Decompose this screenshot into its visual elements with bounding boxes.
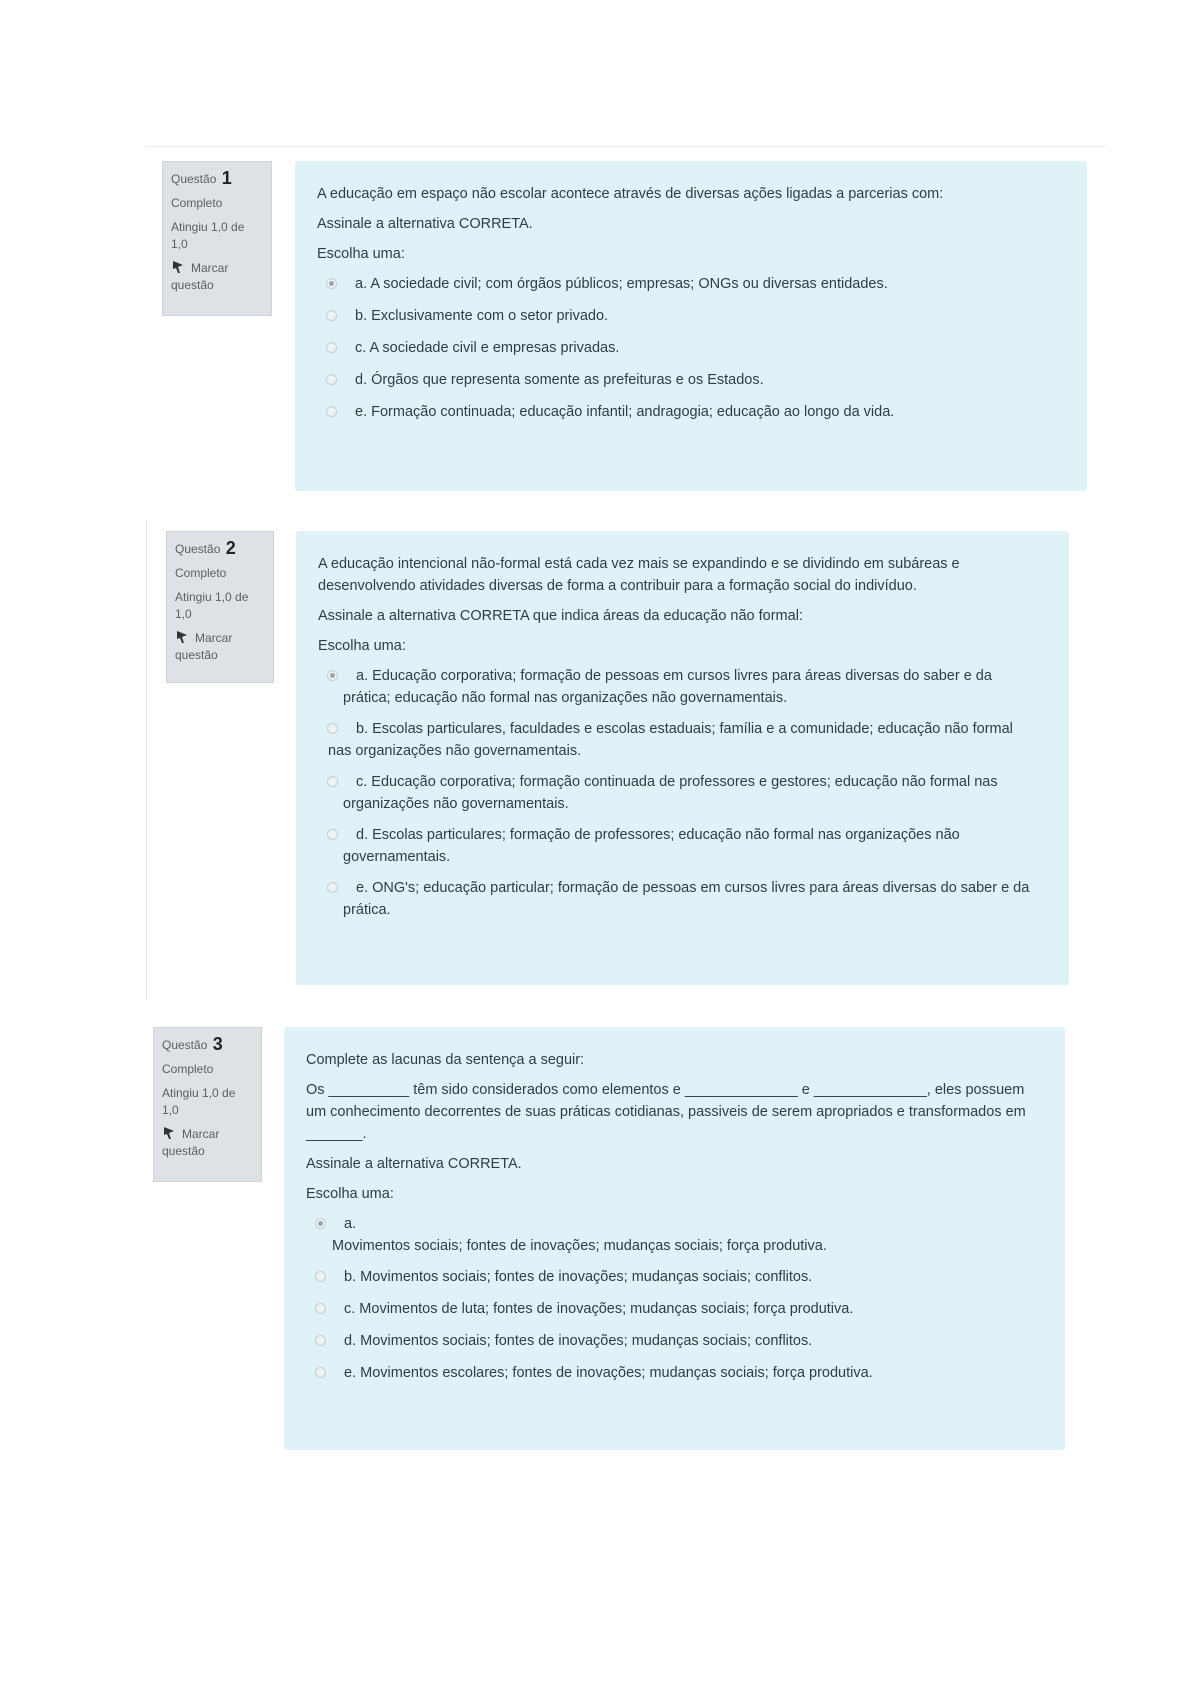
answer-option-c[interactable] — [317, 337, 1065, 359]
question-instruction: Assinale a alternativa CORRETA. — [317, 216, 533, 232]
flag-question-link[interactable] — [162, 1126, 253, 1160]
question-state: Completo — [162, 1062, 214, 1076]
answer-label-continued: Movimentos sociais; fontes de inovações; mudanças sociais; força produtiva. — [332, 1238, 827, 1254]
flag-icon — [171, 260, 187, 274]
answer-option-b[interactable] — [306, 1266, 1043, 1288]
question-label: Questão — [175, 542, 221, 556]
question-text: Complete as lacunas da sentença a seguir: — [306, 1052, 585, 1068]
radio-button[interactable] — [327, 670, 338, 681]
answer-option-e[interactable] — [317, 401, 1065, 423]
question-info — [162, 161, 272, 316]
answer-label-continued: prática. — [343, 902, 391, 918]
question-grade: Atingiu 1,0 de 1,0 — [175, 590, 249, 621]
flag-label: Marcar questão — [162, 1127, 220, 1158]
answer-prompt: Escolha uma: — [306, 1186, 394, 1202]
radio-button[interactable] — [327, 829, 338, 840]
flag-icon — [162, 1126, 178, 1140]
answer-label: e. ONG's; educação particular; formação de pessoas em cursos livres para áreas diversas do saber e da — [356, 880, 1030, 896]
question-text: A educação intencional não-formal está cada vez mais se expandindo e se dividindo em subáreas e desenvolvendo atividades diversas de forma a contribuir para a formação social do indivíduo. — [318, 556, 960, 594]
question-grade: Atingiu 1,0 de 1,0 — [162, 1086, 236, 1117]
answer-label-continued: nas organizações não governamentais. — [328, 743, 582, 759]
radio-button[interactable] — [326, 278, 337, 289]
answer-label: c. A sociedade civil e empresas privadas. — [355, 340, 620, 356]
radio-button[interactable] — [315, 1335, 326, 1346]
flag-question-link[interactable] — [175, 630, 265, 664]
question-state: Completo — [175, 566, 227, 580]
radio-button[interactable] — [315, 1271, 326, 1282]
question-content — [296, 531, 1069, 985]
flag-icon — [175, 630, 191, 644]
answer-label: d. Escolas particulares; formação de professores; educação não formal nas organizações não — [356, 827, 960, 843]
answer-label: e. Formação continuada; educação infantil; andragogia; educação ao longo da vida. — [355, 404, 895, 420]
radio-button[interactable] — [315, 1218, 326, 1229]
question-grade: Atingiu 1,0 de 1,0 — [171, 220, 245, 251]
answer-label: b. Movimentos sociais; fontes de inovações; mudanças sociais; conflitos. — [344, 1269, 813, 1285]
radio-button[interactable] — [315, 1303, 326, 1314]
question-number — [162, 1036, 253, 1054]
answer-list — [317, 273, 1065, 423]
top-divider — [146, 146, 1106, 147]
question-label: Questão — [162, 1038, 208, 1052]
question-number-value: 2 — [225, 538, 236, 558]
question-number — [171, 170, 263, 188]
answer-label: d. Movimentos sociais; fontes de inovações; mudanças sociais; conflitos. — [344, 1333, 813, 1349]
radio-button[interactable] — [315, 1367, 326, 1378]
radio-button[interactable] — [326, 406, 337, 417]
answer-label: e. Movimentos escolares; fontes de inovações; mudanças sociais; força produtiva. — [344, 1365, 873, 1381]
question-instruction: Assinale a alternativa CORRETA. — [306, 1156, 522, 1172]
answer-label: b. Exclusivamente com o setor privado. — [355, 308, 609, 324]
answer-label: a. A sociedade civil; com órgãos públicos; empresas; ONGs ou diversas entidades. — [355, 276, 888, 292]
answer-option-c[interactable] — [306, 1298, 1043, 1320]
flag-label: Marcar questão — [175, 631, 233, 662]
question-info — [153, 1027, 262, 1182]
left-divider — [146, 520, 147, 1000]
answer-option-a[interactable] — [318, 665, 1047, 709]
question-state: Completo — [171, 196, 223, 210]
answer-option-d[interactable] — [318, 824, 1047, 868]
answer-option-b[interactable] — [317, 305, 1065, 327]
question-content — [284, 1027, 1065, 1450]
answer-list — [318, 665, 1047, 921]
answer-label: c. Educação corporativa; formação continuada de professores e gestores; educação não formal nas — [356, 774, 998, 790]
answer-option-c[interactable] — [318, 771, 1047, 815]
radio-button[interactable] — [326, 310, 337, 321]
flag-question-link[interactable] — [171, 260, 263, 294]
radio-button[interactable] — [326, 374, 337, 385]
answer-option-e[interactable] — [318, 877, 1047, 921]
question-number-value: 1 — [221, 168, 232, 188]
answer-option-d[interactable] — [306, 1330, 1043, 1352]
answer-label-continued: organizações não governamentais. — [343, 796, 569, 812]
question-instruction: Assinale a alternativa CORRETA que indica áreas da educação não formal: — [318, 608, 803, 624]
radio-button[interactable] — [326, 342, 337, 353]
question-content — [295, 161, 1087, 491]
answer-prompt: Escolha uma: — [318, 638, 406, 654]
question-number-value: 3 — [212, 1034, 223, 1054]
question-number — [175, 540, 265, 558]
question-sentence: Os __________ têm sido considerados como elementos e ______________ e ______________, eles possuem um conhecimento decorrentes de suas práticas cotidianas, passiveis de serem apropriados e transformados em _______. — [306, 1082, 1026, 1142]
answer-label: a. Educação corporativa; formação de pessoas em cursos livres para áreas diversas do saber e da — [356, 668, 992, 684]
answer-prompt: Escolha uma: — [317, 246, 405, 262]
answer-label: d. Órgãos que representa somente as prefeituras e os Estados. — [355, 372, 764, 388]
radio-button[interactable] — [327, 882, 338, 893]
answer-label: a. — [344, 1216, 357, 1232]
answer-label: c. Movimentos de luta; fontes de inovações; mudanças sociais; força produtiva. — [344, 1301, 854, 1317]
question-text: A educação em espaço não escolar acontece através de diversas ações ligadas a parcerias com: — [317, 186, 944, 202]
answer-option-b[interactable] — [318, 718, 1047, 762]
radio-button[interactable] — [327, 776, 338, 787]
answer-label: b. Escolas particulares, faculdades e escolas estaduais; família e a comunidade; educação não formal — [356, 721, 1013, 737]
answer-option-e[interactable] — [306, 1362, 1043, 1384]
question-info — [166, 531, 274, 683]
answer-label-continued: governamentais. — [343, 849, 451, 865]
answer-label-continued: prática; educação não formal nas organizações não governamentais. — [343, 690, 788, 706]
answer-option-d[interactable] — [317, 369, 1065, 391]
flag-label: Marcar questão — [171, 261, 229, 292]
radio-button[interactable] — [327, 723, 338, 734]
answer-option-a[interactable] — [317, 273, 1065, 295]
question-label: Questão — [171, 172, 217, 186]
answer-option-a[interactable] — [306, 1213, 1043, 1257]
answer-list — [306, 1213, 1043, 1384]
